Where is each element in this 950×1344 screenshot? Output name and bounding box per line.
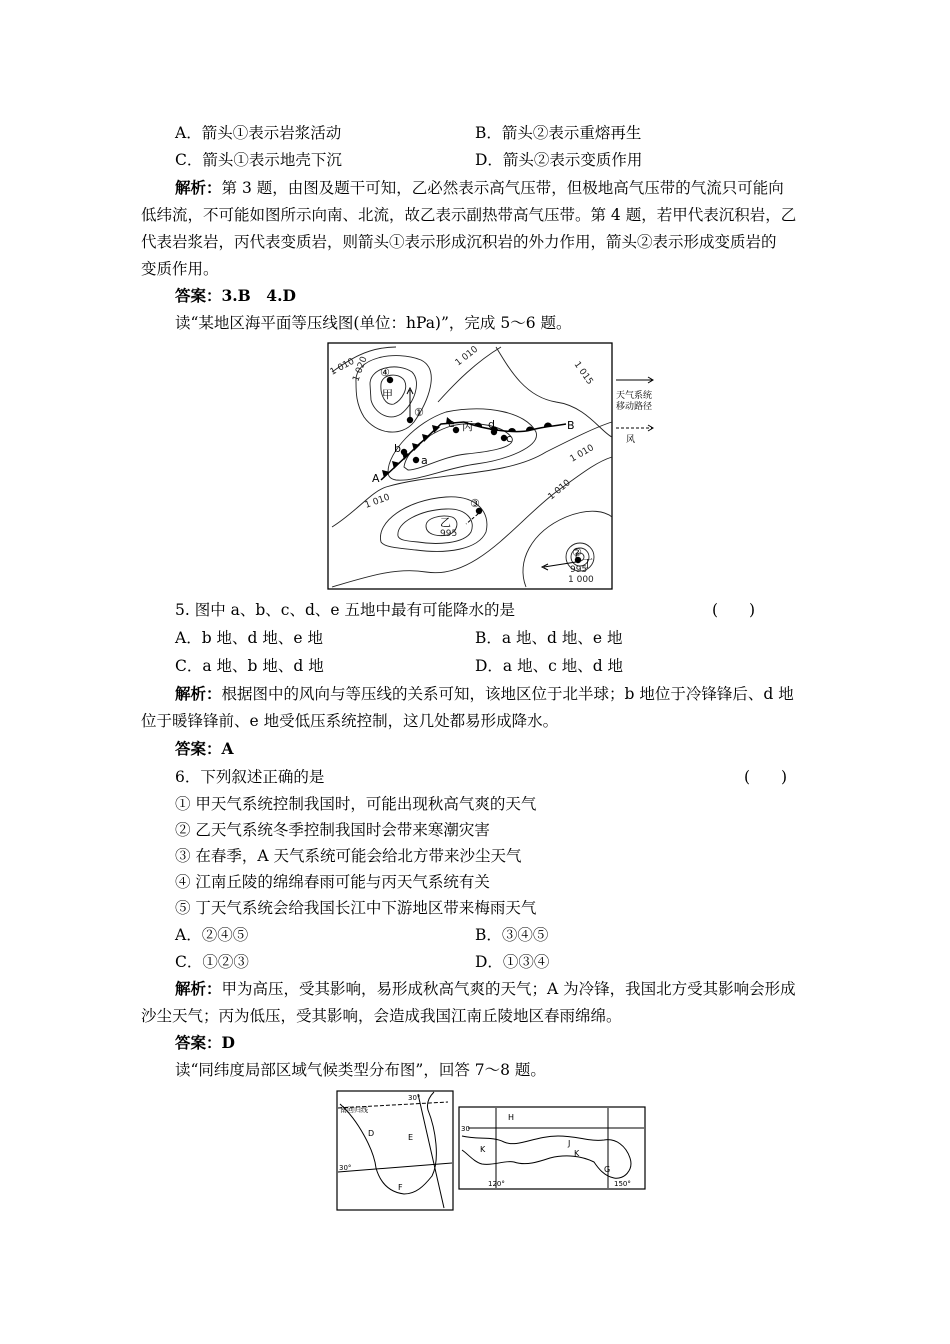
label-D: D: [368, 1129, 375, 1138]
q6-analysis-line1: [175, 978, 796, 1000]
q5-option-c: C．a 地、b 地、d 地: [175, 657, 324, 675]
label-yi: 乙: [440, 516, 451, 529]
label-lon120: 120°: [488, 1180, 505, 1188]
q6-stem: 6．下列叙述正确的是: [175, 768, 325, 786]
label-1010c: 1 010: [568, 443, 596, 465]
label-e: e: [448, 417, 455, 430]
label-d: d: [488, 418, 495, 431]
label-lon30: 30°: [408, 1094, 421, 1102]
legend-path-label-1: 天气系统: [616, 391, 653, 401]
q34-analysis-line2: 低纬流，不可能如图所示向南、北流，故乙表示副热带高气压带。第 4 题，若甲代表沉积岩，乙: [141, 206, 797, 224]
q4-option-b: B．箭头②表示重熔再生: [475, 124, 642, 142]
label-ding: 丁: [582, 557, 593, 570]
q6-option-a: A．②④⑤: [175, 926, 249, 944]
q5-stem: 5. 图中 a、b、c、d、e 五地中最有可能降水的是: [175, 601, 516, 619]
analysis-label: 解析：: [175, 684, 222, 703]
legend-path-label-2: 移动路径: [616, 402, 653, 412]
label-b: b: [394, 442, 401, 455]
q4-option-c: C．箭头①表示地壳下沉: [175, 151, 342, 169]
label-K2: K: [574, 1149, 580, 1158]
label-1015: 1 015: [571, 359, 595, 387]
q34-answer: 答案：3.B 4.D: [175, 286, 296, 305]
label-c2: ②: [572, 546, 582, 559]
q4-option-a: A．箭头①表示岩浆活动: [175, 124, 342, 142]
label-995a: 995: [440, 529, 458, 539]
q6-option-b: B．③④⑤: [475, 926, 549, 944]
label-K1: K: [480, 1145, 486, 1154]
q5-option-a: A．b 地、d 地、e 地: [175, 629, 323, 647]
q6-option-c: C．①②③: [175, 953, 249, 971]
label-F: F: [398, 1183, 403, 1192]
label-E: E: [408, 1133, 414, 1142]
q34-analysis-line4: 变质作用。: [141, 260, 219, 278]
isobar-map: [326, 342, 656, 592]
q5-answer-paren: ( ): [712, 601, 756, 619]
legend-wind-label: 风: [626, 435, 636, 445]
analysis-text: 甲为高压，受其影响，易形成秋高气爽的天气；A 为冷锋，我国北方受其影响会形成: [221, 980, 796, 998]
label-1020: 1 020: [351, 355, 370, 384]
point-a: [413, 457, 419, 463]
q34-analysis-line1: [175, 177, 784, 199]
q5-analysis-line1: [175, 683, 794, 705]
label-lon150: 150°: [614, 1180, 631, 1188]
analysis-label: 解析：: [175, 979, 222, 998]
q6-statement-2: ② 乙天气系统冬季控制我国时会带来寒潮灾害: [175, 821, 490, 839]
point-b: [401, 449, 407, 455]
right-map-frame: [459, 1107, 645, 1189]
q6-answer-paren: ( ): [744, 768, 788, 786]
analysis-label: 解析：: [175, 178, 222, 197]
label-right-lat30: 30: [461, 1125, 470, 1133]
analysis-text: 第 3 题，由图及题干可知，乙必然表示高气压带，但极地高气压带的气流只可能向: [221, 179, 784, 197]
q5-answer: 答案：A: [175, 739, 234, 758]
climate-map-right: [458, 1106, 648, 1192]
intro-q7-8: 读“同纬度局部区域气候类型分布图”，回答 7～8 题。: [175, 1061, 546, 1079]
label-995b: 995: [570, 565, 588, 575]
label-jia: 甲: [382, 388, 393, 401]
label-c3: ③: [470, 497, 480, 510]
q6-answer: 答案：D: [175, 1033, 235, 1052]
analysis-text: 根据图中的风向与等压线的关系可知，该地区位于北半球；b 地位于冷锋锋后、d 地: [221, 685, 794, 703]
q4-option-d: D．箭头②表示变质作用: [475, 151, 643, 169]
label-a: a: [421, 454, 428, 467]
label-lat30: 30°: [339, 1164, 352, 1172]
label-J: J: [568, 1139, 571, 1148]
label-B: B: [567, 419, 575, 432]
q6-statement-4: ④ 江南丘陵的绵绵春雨可能与丙天气系统有关: [175, 873, 490, 891]
q6-statement-1: ① 甲天气系统控制我国时，可能出现秋高气爽的天气: [175, 795, 537, 813]
label-G: G: [604, 1165, 611, 1174]
q5-option-b: B．a 地、d 地、e 地: [475, 629, 623, 647]
q5-analysis-line2: 位于暖锋锋前、e 地受低压系统控制，这几处都易形成降水。: [141, 712, 559, 730]
label-A: A: [372, 472, 380, 485]
climate-map-left: [336, 1090, 456, 1212]
label-c1: ①: [414, 406, 424, 419]
label-1000: 1 000: [568, 575, 594, 585]
q6-option-d: D．①③④: [475, 953, 550, 971]
label-1010d: 1 010: [546, 478, 573, 503]
label-c: c: [506, 432, 513, 445]
label-1010e: 1 010: [363, 492, 392, 511]
q5-option-d: D．a 地、c 地、d 地: [475, 657, 624, 675]
label-tropic: 南回归线: [340, 1106, 368, 1114]
q6-statement-5: ⑤ 丁天气系统会给我国长江中下游地区带来梅雨天气: [175, 899, 537, 917]
label-H: H: [508, 1113, 515, 1122]
intro-q5-6: 读“某地区海平面等压线图(单位：hPa)”，完成 5～6 题。: [175, 314, 572, 332]
label-c4: ④: [380, 366, 390, 379]
label-1010a: 1 010: [328, 356, 357, 378]
label-bing: 丙: [462, 420, 473, 433]
q6-statement-3: ③ 在春季，A 天气系统可能会给北方带来沙尘天气: [175, 847, 522, 865]
q34-analysis-line3: 代表岩浆岩，丙代表变质岩，则箭头①表示形成沉积岩的外力作用，箭头②表示形成变质岩的: [141, 233, 777, 251]
q6-analysis-line2: 沙尘天气；丙为低压，受其影响，会造成我国江南丘陵地区春雨绵绵。: [141, 1007, 622, 1025]
label-1010b: 1 010: [453, 344, 481, 369]
